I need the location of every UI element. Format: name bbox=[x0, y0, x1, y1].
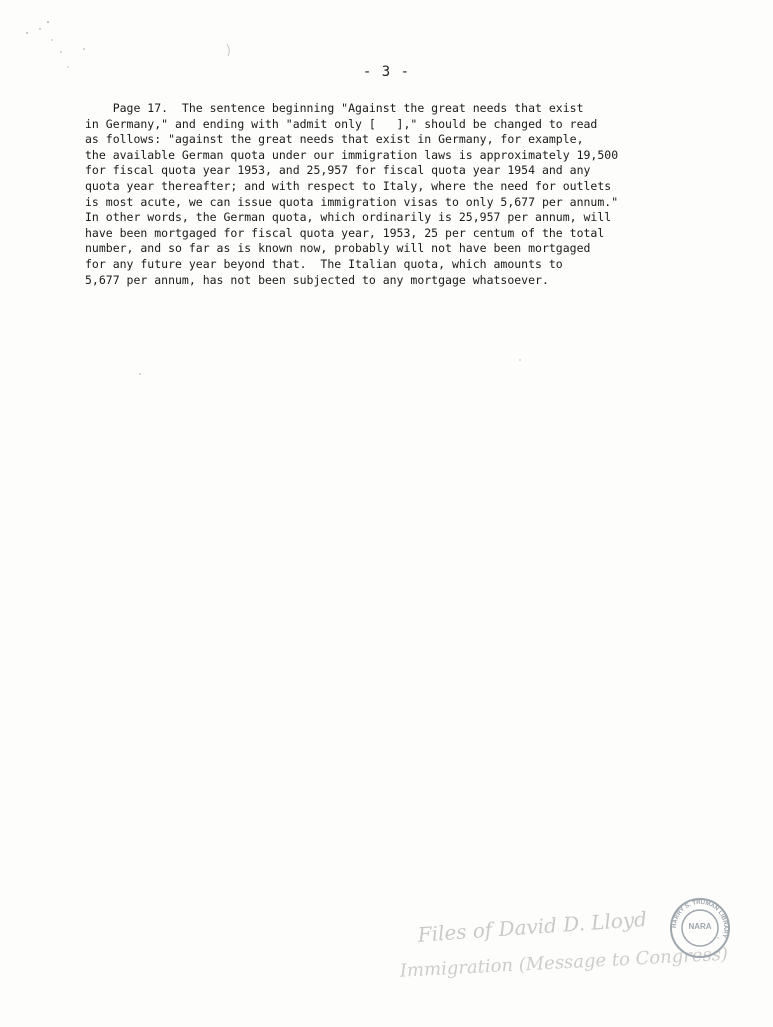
archive-stamp bbox=[668, 896, 732, 960]
stamp-label: NARA bbox=[688, 922, 712, 931]
body-paragraph: Page 17. The sentence beginning "Against the great needs that exist in Germany," and ending with "admit only [ ]," should be changed to read as follows: "against the great needs that exist in Germany, for example, the available German quota under our immigration laws is approximately 19,500 for fiscal quota year 1953, and 25,957 for fiscal quota year 1954 and any quota year thereafter; and with respect to Italy, where the need for outlets is most acute, we can issue quota immigration visas to only 5,677 per annum." In other words, the German quota, which ordinarily is 25,957 per annum, will have been mortgaged for fiscal quota year, 1953, 25 per centum of the total number, and so far as is known now, probably will not have been mortgaged for any future year beyond that. The Italian quota, which amounts to 5,677 per annum, has not been subjected to any mortgage whatsoever. bbox=[85, 101, 619, 287]
page-number: - 3 - bbox=[362, 64, 411, 80]
handwriting-line-2: Immigration (Message to Congress) bbox=[399, 943, 729, 982]
stamp-ring-text: HARRY S. TRUMAN LIBRARY bbox=[671, 899, 729, 939]
handwriting-line-1: Files of David D. Lloyd bbox=[416, 906, 648, 947]
